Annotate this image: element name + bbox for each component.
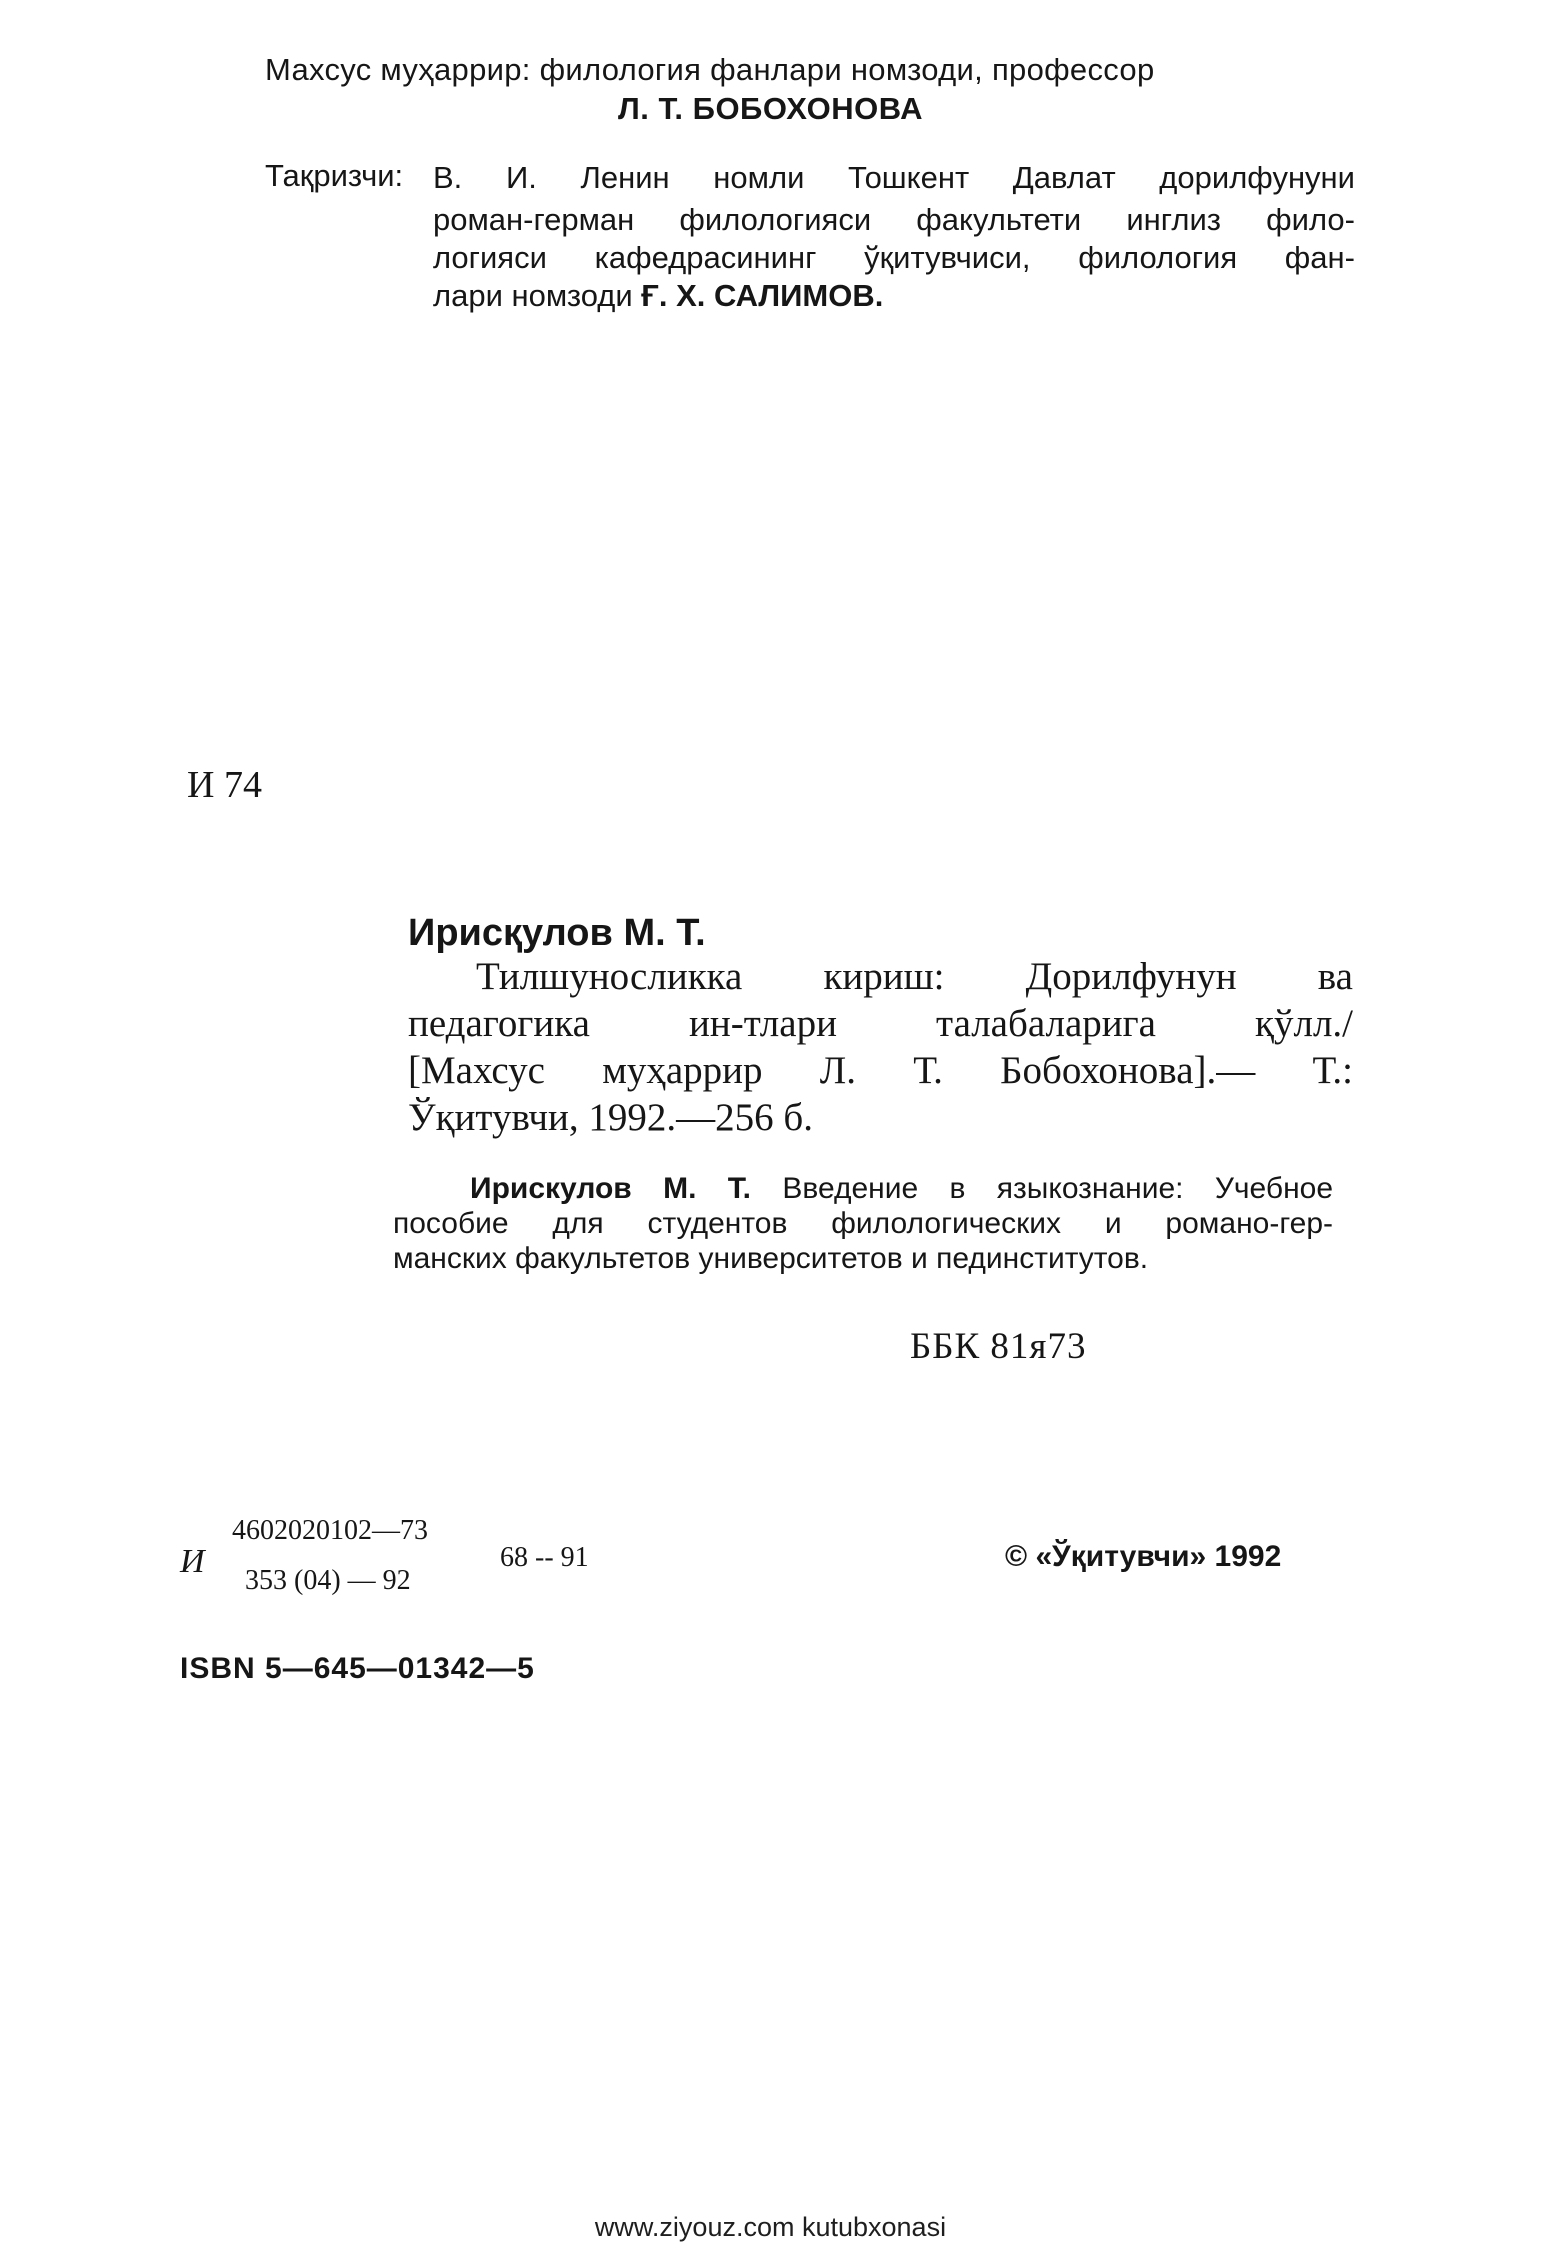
reviewer-line: роман-герман филологияси факультети инглиз фило- xyxy=(433,202,1355,237)
ru-line: пособие для студентов филологических и романо-гер- xyxy=(393,1207,1333,1240)
bib-line: [Махсус муҳаррир Л. Т. Бобохонова].— Т.: xyxy=(408,1049,1353,1092)
index-denominator: 353 (04) — 92 xyxy=(245,1565,411,1596)
ru-title: Введение в языкознание: Учебное xyxy=(782,1172,1333,1205)
isbn: ISBN 5—645—01342—5 xyxy=(180,1652,535,1685)
bib-line-last: Ўқитувчи, 1992.—256 б. xyxy=(408,1096,813,1139)
reviewer-line: логияси кафедрасининг ўқитувчиси, филология фан- xyxy=(433,240,1355,275)
ru-author: Ирискулов М. Т. xyxy=(470,1172,752,1205)
ru-line-last: манских факультетов университетов и пединститутов. xyxy=(393,1242,1149,1275)
reviewer-name: Ғ. Х. САЛИМОВ. xyxy=(641,278,884,313)
reviewer-line-last xyxy=(433,276,1355,316)
index-order-number: 68 -- 91 xyxy=(500,1542,589,1573)
reviewer-label: Тақризчи: xyxy=(265,158,404,193)
editor-name: Л. Т. БОБОХОНОВА xyxy=(618,91,923,126)
footer-link[interactable]: www.ziyouz.com kutubxonasi xyxy=(594,2212,947,2242)
bib-author: Ирисқулов М. Т. xyxy=(408,912,706,954)
ru-line xyxy=(470,1172,1333,1206)
bib-line: Тилшуносликка кириш: Дорилфунун ва xyxy=(476,955,1353,998)
index-letter: И xyxy=(180,1543,205,1580)
editor-line: Махсус муҳаррир: филология фанлари номзоди, профессор xyxy=(265,52,1155,87)
bib-line: педагогика ин-тлари талабаларига қўлл./ xyxy=(408,1002,1353,1045)
index-numerator: 4602020102—73 xyxy=(232,1515,428,1546)
copyright: © «Ўқитувчи» 1992 xyxy=(1005,1540,1282,1573)
classification-code: И 74 xyxy=(187,764,262,806)
reviewer-line-prefix: лари номзоди xyxy=(433,278,633,313)
reviewer-line: В. И. Ленин номли Тошкент Давлат дорилфунуни xyxy=(433,160,1355,195)
bbk-code: ББК 81я73 xyxy=(910,1326,1087,1367)
